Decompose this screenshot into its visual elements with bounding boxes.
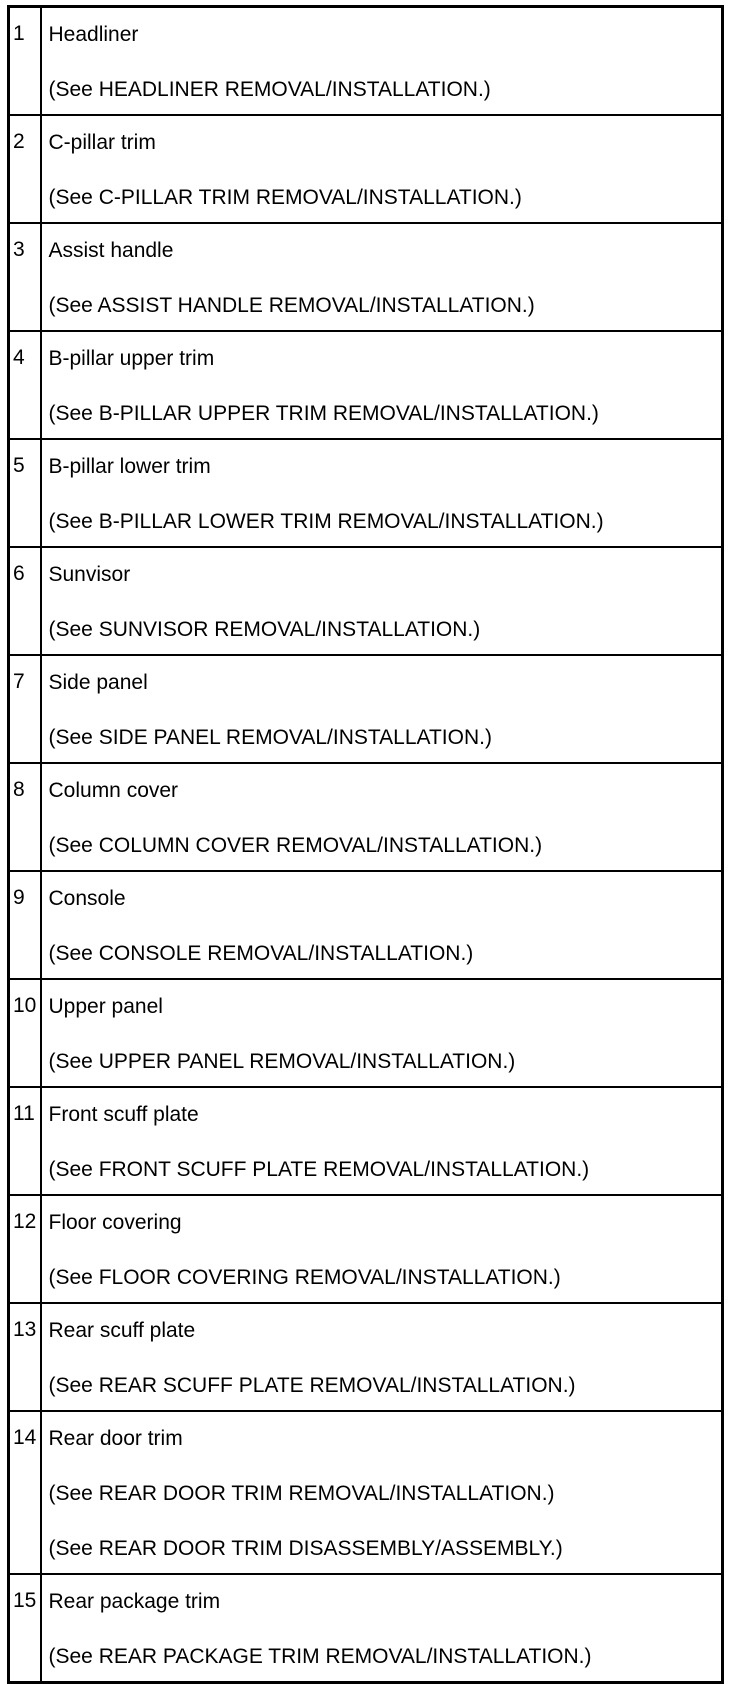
row-spacer <box>49 1291 722 1302</box>
item-number: 10 <box>9 979 41 1087</box>
part-name: Column cover <box>48 779 179 802</box>
part-name: C-pillar trim <box>48 131 156 154</box>
procedure-reference-link[interactable]: (See FLOOR COVERING REMOVAL/INSTALLATION.) <box>48 1266 561 1289</box>
part-name: Headliner <box>48 23 139 46</box>
item-number: 6 <box>9 547 41 655</box>
table-row <box>9 547 723 655</box>
item-description <box>41 223 723 331</box>
procedure-reference-link[interactable]: (See REAR DOOR TRIM REMOVAL/INSTALLATION.) <box>48 1482 555 1505</box>
item-number: 3 <box>9 223 41 331</box>
row-spacer <box>49 535 722 546</box>
part-name: B-pillar upper trim <box>48 347 215 370</box>
table-row <box>9 439 723 547</box>
table-row <box>9 1411 723 1574</box>
table-row <box>9 1574 723 1683</box>
parts-table-body <box>9 7 723 1683</box>
item-description <box>41 1411 723 1574</box>
procedure-reference-link[interactable]: (See COLUMN COVER REMOVAL/INSTALLATION.) <box>48 834 543 857</box>
part-name: Console <box>48 887 126 910</box>
table-row <box>9 655 723 763</box>
row-spacer <box>49 751 722 762</box>
item-number: 12 <box>9 1195 41 1303</box>
procedure-reference-link[interactable]: (See ASSIST HANDLE REMOVAL/INSTALLATION.) <box>48 294 535 317</box>
row-spacer <box>49 1183 722 1194</box>
row-spacer <box>49 1670 722 1681</box>
row-spacer <box>49 1399 722 1410</box>
item-description <box>41 115 723 223</box>
item-number: 8 <box>9 763 41 871</box>
part-name: Rear scuff plate <box>48 1319 196 1342</box>
procedure-reference-link[interactable]: (See UPPER PANEL REMOVAL/INSTALLATION.) <box>48 1050 516 1073</box>
procedure-reference-link[interactable]: (See SIDE PANEL REMOVAL/INSTALLATION.) <box>48 726 492 749</box>
procedure-reference-link[interactable]: (See HEADLINER REMOVAL/INSTALLATION.) <box>48 78 491 101</box>
table-row <box>9 115 723 223</box>
item-description <box>41 1087 723 1195</box>
item-description <box>41 763 723 871</box>
table-row <box>9 871 723 979</box>
procedure-reference-link[interactable]: (See B-PILLAR LOWER TRIM REMOVAL/INSTALLATION.) <box>48 510 604 533</box>
procedure-reference-link[interactable]: (See B-PILLAR UPPER TRIM REMOVAL/INSTALLATION.) <box>48 402 599 425</box>
item-description <box>41 1574 723 1683</box>
item-description <box>41 439 723 547</box>
row-spacer <box>49 103 722 114</box>
table-row <box>9 7 723 116</box>
item-description <box>41 655 723 763</box>
item-description <box>41 7 723 116</box>
row-spacer <box>49 1562 722 1573</box>
part-name: B-pillar lower trim <box>48 455 211 478</box>
table-row <box>9 1195 723 1303</box>
part-name: Assist handle <box>48 239 174 262</box>
table-row <box>9 763 723 871</box>
item-number: 5 <box>9 439 41 547</box>
parts-table <box>7 5 724 1684</box>
table-row <box>9 979 723 1087</box>
procedure-reference-link[interactable]: (See REAR SCUFF PLATE REMOVAL/INSTALLATION.) <box>48 1374 576 1397</box>
row-spacer <box>49 211 722 222</box>
procedure-reference-link[interactable]: (See CONSOLE REMOVAL/INSTALLATION.) <box>48 942 474 965</box>
item-description <box>41 1303 723 1411</box>
part-name: Rear package trim <box>48 1590 221 1613</box>
row-spacer <box>49 1075 722 1086</box>
procedure-reference-link[interactable]: (See REAR PACKAGE TRIM REMOVAL/INSTALLATION.) <box>48 1645 592 1668</box>
item-number: 11 <box>9 1087 41 1195</box>
part-name: Side panel <box>48 671 148 694</box>
procedure-reference-link[interactable]: (See REAR DOOR TRIM DISASSEMBLY/ASSEMBLY.) <box>48 1537 563 1560</box>
item-number: 4 <box>9 331 41 439</box>
item-number: 2 <box>9 115 41 223</box>
part-name: Upper panel <box>48 995 163 1018</box>
item-description <box>41 871 723 979</box>
item-number: 7 <box>9 655 41 763</box>
item-description <box>41 547 723 655</box>
row-spacer <box>49 643 722 654</box>
procedure-reference-link[interactable]: (See C-PILLAR TRIM REMOVAL/INSTALLATION.) <box>48 186 522 209</box>
procedure-reference-link[interactable]: (See FRONT SCUFF PLATE REMOVAL/INSTALLATION.) <box>48 1158 590 1181</box>
row-spacer <box>49 427 722 438</box>
item-number: 14 <box>9 1411 41 1574</box>
table-row <box>9 223 723 331</box>
table-row <box>9 1087 723 1195</box>
table-row <box>9 331 723 439</box>
item-number: 1 <box>9 7 41 116</box>
item-number: 9 <box>9 871 41 979</box>
row-spacer <box>49 319 722 330</box>
row-spacer <box>49 967 722 978</box>
procedure-reference-link[interactable]: (See SUNVISOR REMOVAL/INSTALLATION.) <box>48 618 481 641</box>
part-name: Floor covering <box>48 1211 182 1234</box>
table-row <box>9 1303 723 1411</box>
item-description <box>41 331 723 439</box>
part-name: Rear door trim <box>48 1427 183 1450</box>
row-spacer <box>49 859 722 870</box>
item-description <box>41 1195 723 1303</box>
item-number: 15 <box>9 1574 41 1683</box>
item-description <box>41 979 723 1087</box>
part-name: Front scuff plate <box>48 1103 199 1126</box>
part-name: Sunvisor <box>48 563 131 586</box>
item-number: 13 <box>9 1303 41 1411</box>
